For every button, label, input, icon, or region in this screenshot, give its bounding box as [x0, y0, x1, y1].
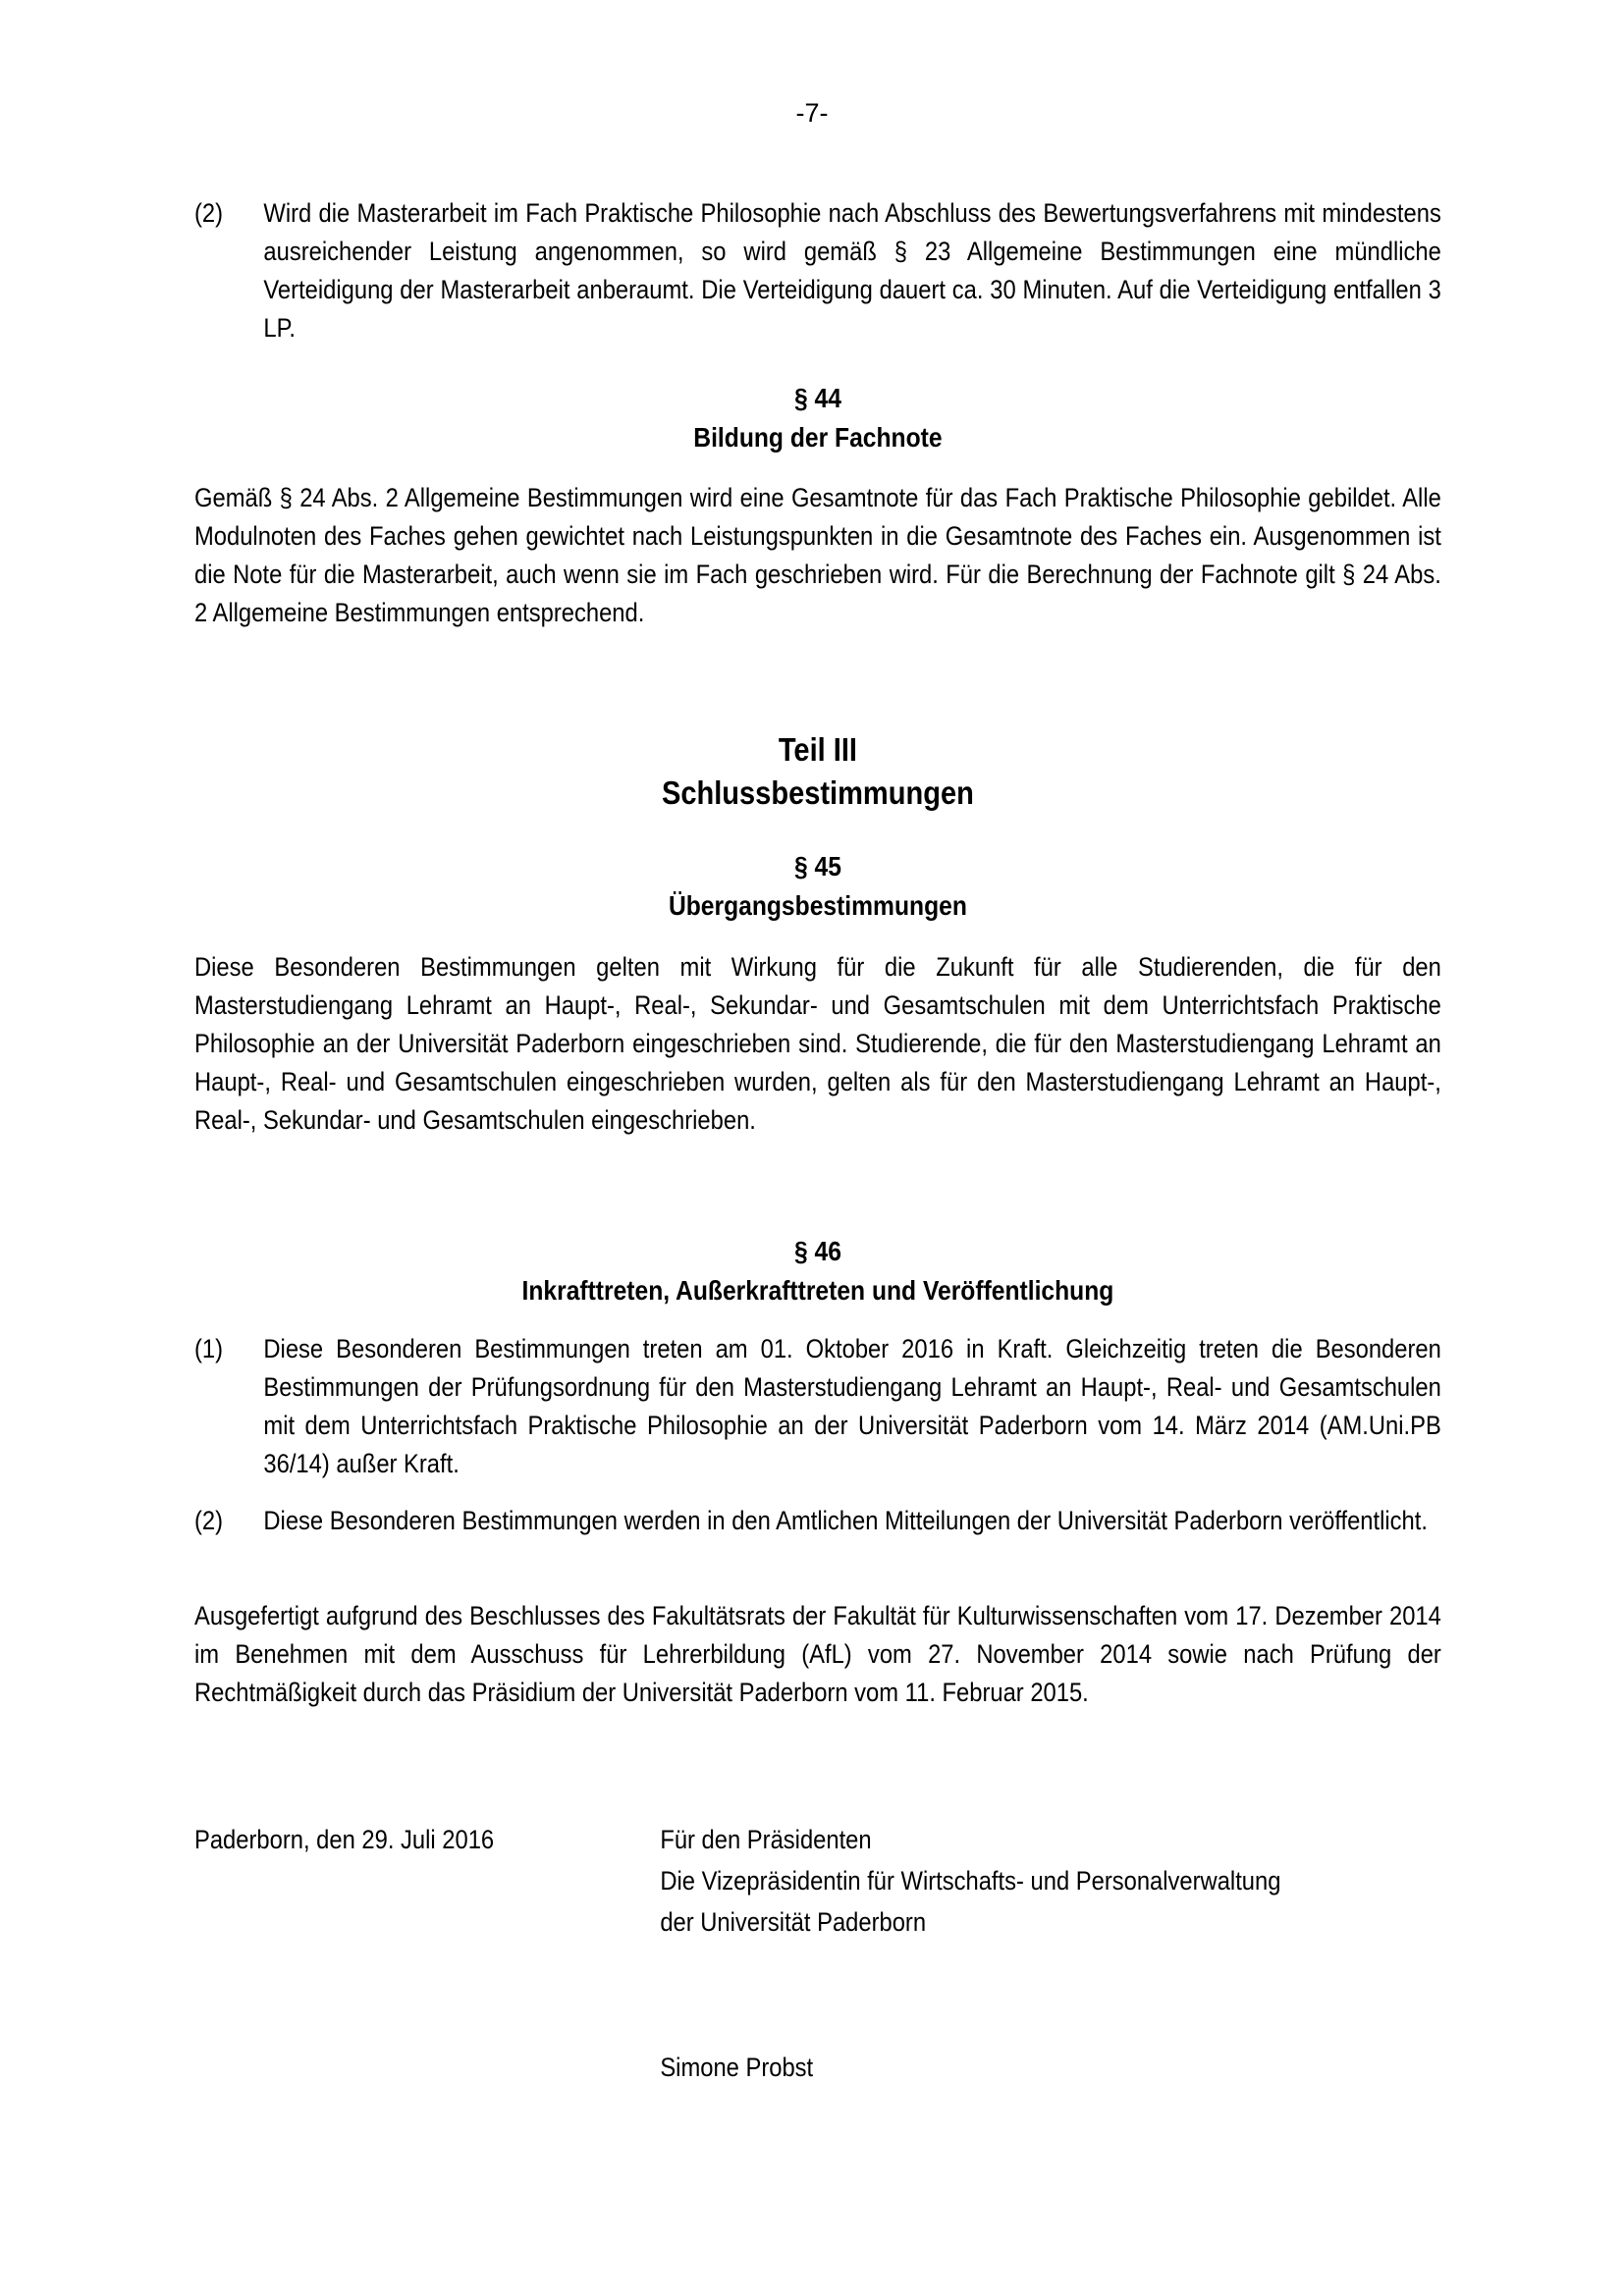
signatory-name-row	[194, 2049, 1441, 2087]
page-number: -7-	[795, 98, 829, 128]
signatory-line-1: Für den Präsidenten	[660, 1825, 872, 1854]
section-44-number: § 44	[793, 383, 841, 413]
signatory-line-3: der Universität Paderborn	[660, 1907, 927, 1937]
signatory-name: Simone Probst	[660, 2053, 814, 2082]
section-46-title: Inkrafttreten, Außerkrafttreten und Veröffentlichung	[521, 1275, 1114, 1306]
part-3-label: Teil III	[778, 731, 857, 768]
section-46-paragraph-1	[194, 1330, 1441, 1483]
section-45-number: § 45	[793, 851, 841, 881]
section-45-body	[194, 948, 1441, 1140]
section-45-text: Diese Besonderen Bestimmungen gelten mit Wirkung für die Zukunft für alle Studierenden, die für den Masterstudiengang Lehramt an Haupt-, Real-, Sekundar- und Gesamtschulen mit dem Unterrichtsfach Praktische Philosophie an der Universität Paderborn eingeschrieben sind. Studierende, die für den Masterstudiengang Lehramt an Haupt-, Real- und Gesamtschulen eingeschrieben wurden, gelten als für den Masterstudiengang Lehramt an Haupt-, Real-, Sekundar- und Gesamtschulen eingeschrieben.	[194, 952, 1441, 1135]
place-date: Paderborn, den 29. Juli 2016	[194, 1825, 495, 1854]
signatory-lines	[660, 1819, 1441, 1943]
signature-block	[194, 1819, 1441, 1943]
section-45-heading	[194, 847, 1441, 926]
section-44-heading	[194, 379, 1441, 457]
section-46-paragraph-2	[194, 1502, 1441, 1540]
section-45-title: Übergangsbestimmungen	[668, 890, 967, 921]
section-46-number: § 46	[793, 1236, 841, 1266]
section-44-text: Gemäß § 24 Abs. 2 Allgemeine Bestimmungen wird eine Gesamtnote für das Fach Praktische Philosophie gebildet. Alle Modulnoten des Faches gehen gewichtet nach Leistungspunkten in die Gesamtnote des Faches ein. Ausgenommen ist die Note für die Masterarbeit, auch wenn sie im Fach geschrieben wird. Für die Berechnung der Fachnote gilt § 24 Abs. 2 Allgemeine Bestimmungen entsprechend.	[194, 483, 1441, 627]
signatory-line-2: Die Vizepräsidentin für Wirtschafts- und Personalverwaltung	[660, 1866, 1281, 1896]
paragraph-text: Diese Besonderen Bestimmungen treten am 01. Oktober 2016 in Kraft. Gleichzeitig treten die Besonderen Bestimmungen der Prüfungsordnung für den Masterstudiengang Lehramt an Haupt-, Real- und Gesamtschulen mit dem Unterrichtsfach Praktische Philosophie an der Universität Paderborn vom 14. März 2014 (AM.Uni.PB 36/14) außer Kraft.	[263, 1334, 1441, 1478]
section-46-heading	[194, 1232, 1441, 1310]
paragraph-number: (2)	[194, 198, 224, 228]
section-43-paragraph-2	[194, 194, 1441, 347]
part-3-heading	[194, 728, 1441, 815]
paragraph-text: Diese Besonderen Bestimmungen werden in den Amtlichen Mitteilungen der Universität Paderborn veröffentlicht.	[263, 1506, 1428, 1535]
paragraph-number: (2)	[194, 1506, 224, 1535]
section-44-title: Bildung der Fachnote	[693, 422, 943, 453]
section-44-body	[194, 479, 1441, 632]
part-3-title: Schlussbestimmungen	[661, 774, 974, 811]
closing-statement	[194, 1597, 1441, 1712]
paragraph-text: Wird die Masterarbeit im Fach Praktische Philosophie nach Abschluss des Bewertungsverfahrens mit mindestens ausreichender Leistung angenommen, so wird gemäß § 23 Allgemeine Bestimmungen eine mündliche Verteidigung der Masterarbeit anberaumt. Die Verteidigung dauert ca. 30 Minuten. Auf die Verteidigung entfallen 3 LP.	[263, 198, 1441, 343]
paragraph-number: (1)	[194, 1334, 224, 1363]
closing-text: Ausgefertigt aufgrund des Beschlusses des Fakultätsrats der Fakultät für Kulturwissenschaften vom 17. Dezember 2014 im Benehmen mit dem Ausschuss für Lehrerbildung (AfL) vom 27. November 2014 sowie nach Prüfung der Rechtmäßigkeit durch das Präsidium der Universität Paderborn vom 11. Februar 2015.	[194, 1601, 1441, 1707]
